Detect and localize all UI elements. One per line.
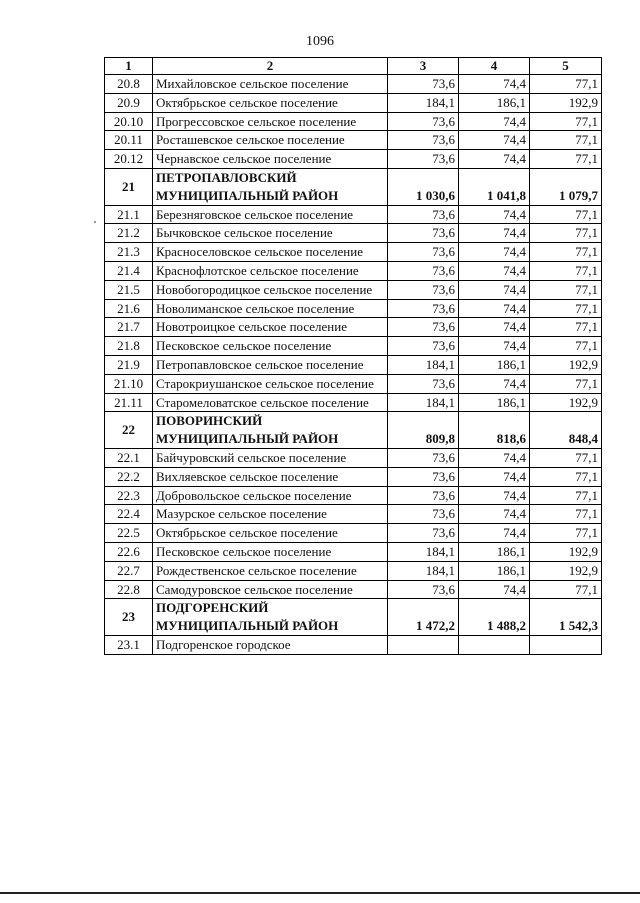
settlement-name: Краснофлотское сельское поселение: [153, 261, 388, 280]
row-number: 22.5: [105, 524, 153, 543]
row-number: 22.7: [105, 561, 153, 580]
table-row: [105, 505, 602, 524]
table-row: [105, 635, 602, 654]
settlement-name: Самодуровское сельское поселение: [153, 580, 388, 599]
table-row: [105, 318, 602, 337]
value-col-5: 77,1: [530, 337, 602, 356]
district-row: [105, 412, 602, 449]
row-number: 21.3: [105, 243, 153, 262]
value-col-4: 74,4: [459, 75, 530, 94]
value-col-3: 184,1: [388, 561, 459, 580]
value-col-5: 77,1: [530, 318, 602, 337]
value-col-3: 1 030,6: [388, 168, 459, 205]
settlement-name: Росташевское сельское поселение: [153, 131, 388, 150]
page-number: 1096: [306, 34, 334, 49]
row-number: 21.11: [105, 393, 153, 412]
value-col-3: 1 472,2: [388, 599, 459, 636]
value-col-3: 73,6: [388, 505, 459, 524]
value-col-5: 77,1: [530, 467, 602, 486]
table-row: [105, 561, 602, 580]
settlement-name: Мазурское сельское поселение: [153, 505, 388, 524]
settlement-name: Октябрьское сельское поселение: [153, 93, 388, 112]
table-row: [105, 150, 602, 169]
settlement-name: Байчуровский сельское поселение: [153, 448, 388, 467]
value-col-3: 73,6: [388, 280, 459, 299]
row-number: 22.4: [105, 505, 153, 524]
table-row: [105, 299, 602, 318]
value-col-4: [459, 635, 530, 654]
value-col-5: 77,1: [530, 243, 602, 262]
row-number: 21.9: [105, 355, 153, 374]
value-col-4: 74,4: [459, 580, 530, 599]
value-col-4: 74,4: [459, 205, 530, 224]
value-col-5: 192,9: [530, 542, 602, 561]
value-col-4: 186,1: [459, 355, 530, 374]
value-col-5: 192,9: [530, 393, 602, 412]
value-col-3: 73,6: [388, 337, 459, 356]
value-col-5: 77,1: [530, 75, 602, 94]
table-row: [105, 580, 602, 599]
value-col-3: 73,6: [388, 205, 459, 224]
value-col-3: [388, 635, 459, 654]
settlement-name: Подгоренское городское: [153, 635, 388, 654]
value-col-5: 848,4: [530, 412, 602, 449]
value-col-4: 74,4: [459, 224, 530, 243]
header-row: [105, 58, 602, 75]
value-col-4: 74,4: [459, 131, 530, 150]
settlement-name: Бычковское сельское поселение: [153, 224, 388, 243]
table-row: [105, 93, 602, 112]
settlement-name: Новолиманское сельское поселение: [153, 299, 388, 318]
table-row: [105, 261, 602, 280]
value-col-5: 77,1: [530, 205, 602, 224]
table-row: [105, 467, 602, 486]
settlement-name: Березняговское сельское поселение: [153, 205, 388, 224]
table-row: [105, 355, 602, 374]
header-cell: 3: [388, 58, 459, 75]
row-number: 21.7: [105, 318, 153, 337]
row-number: 21.4: [105, 261, 153, 280]
row-number: 21.1: [105, 205, 153, 224]
value-col-5: 77,1: [530, 131, 602, 150]
value-col-5: 77,1: [530, 224, 602, 243]
value-col-4: 74,4: [459, 374, 530, 393]
value-col-5: 77,1: [530, 112, 602, 131]
value-col-4: 74,4: [459, 112, 530, 131]
value-col-5: 192,9: [530, 93, 602, 112]
value-col-4: 186,1: [459, 393, 530, 412]
row-number: 21.6: [105, 299, 153, 318]
row-number: 22.2: [105, 467, 153, 486]
value-col-3: 809,8: [388, 412, 459, 449]
settlement-name: ПОДГОРЕНСКИЙ МУНИЦИПАЛЬНЫЙ РАЙОН: [153, 599, 388, 636]
table-row: [105, 486, 602, 505]
value-col-4: 74,4: [459, 299, 530, 318]
row-number: 22.3: [105, 486, 153, 505]
settlement-name: ПОВОРИНСКИЙ МУНИЦИПАЛЬНЫЙ РАЙОН: [153, 412, 388, 449]
value-col-4: 74,4: [459, 505, 530, 524]
table-row: [105, 205, 602, 224]
row-number: 21: [105, 168, 153, 205]
value-col-5: 77,1: [530, 150, 602, 169]
page-edge-rule: [0, 892, 640, 894]
value-col-4: 818,6: [459, 412, 530, 449]
row-number: 20.12: [105, 150, 153, 169]
row-number: 20.10: [105, 112, 153, 131]
table-row: [105, 374, 602, 393]
settlement-name: ПЕТРОПАВЛОВСКИЙ МУНИЦИПАЛЬНЫЙ РАЙОН: [153, 168, 388, 205]
settlement-name: Добровольское сельское поселение: [153, 486, 388, 505]
value-col-4: 186,1: [459, 542, 530, 561]
district-row: [105, 599, 602, 636]
settlement-name: Старомеловатское сельское поселение: [153, 393, 388, 412]
settlement-name: Новобогородицкое сельское поселение: [153, 280, 388, 299]
value-col-4: 74,4: [459, 486, 530, 505]
value-col-4: 74,4: [459, 318, 530, 337]
value-col-3: 73,6: [388, 299, 459, 318]
district-row: [105, 168, 602, 205]
settlement-name: Старокриушанское сельское поселение: [153, 374, 388, 393]
value-col-5: 192,9: [530, 561, 602, 580]
header-cell: 5: [530, 58, 602, 75]
value-col-3: 73,6: [388, 580, 459, 599]
header-cell: 1: [105, 58, 153, 75]
settlement-name: Рождественское сельское поселение: [153, 561, 388, 580]
value-col-4: 1 041,8: [459, 168, 530, 205]
value-col-4: 186,1: [459, 561, 530, 580]
value-col-3: 184,1: [388, 93, 459, 112]
row-number: 23: [105, 599, 153, 636]
table-row: [105, 393, 602, 412]
settlement-name: Песковское сельское поселение: [153, 542, 388, 561]
value-col-4: 74,4: [459, 280, 530, 299]
header-cell: 4: [459, 58, 530, 75]
row-number: 23.1: [105, 635, 153, 654]
value-col-5: 192,9: [530, 355, 602, 374]
value-col-5: 77,1: [530, 261, 602, 280]
settlement-name: Михайловское сельское поселение: [153, 75, 388, 94]
value-col-5: 77,1: [530, 299, 602, 318]
value-col-3: 73,6: [388, 75, 459, 94]
value-col-5: 77,1: [530, 524, 602, 543]
table-row: [105, 131, 602, 150]
value-col-4: 74,4: [459, 243, 530, 262]
row-number: 22.6: [105, 542, 153, 561]
budget-table: [104, 57, 602, 655]
value-col-3: 184,1: [388, 355, 459, 374]
table-row: [105, 243, 602, 262]
value-col-5: 1 079,7: [530, 168, 602, 205]
value-col-4: 74,4: [459, 261, 530, 280]
scan-speck: [94, 221, 96, 223]
value-col-4: 74,4: [459, 337, 530, 356]
value-col-3: 184,1: [388, 542, 459, 561]
table-row: [105, 448, 602, 467]
value-col-3: 73,6: [388, 448, 459, 467]
settlement-name: Новотроицкое сельское поселение: [153, 318, 388, 337]
row-number: 20.11: [105, 131, 153, 150]
value-col-3: 73,6: [388, 467, 459, 486]
settlement-name: Песковское сельское поселение: [153, 337, 388, 356]
value-col-5: 77,1: [530, 280, 602, 299]
value-col-3: 73,6: [388, 150, 459, 169]
settlement-name: Чернавское сельское поселение: [153, 150, 388, 169]
value-col-3: 73,6: [388, 261, 459, 280]
table-row: [105, 224, 602, 243]
value-col-5: 77,1: [530, 505, 602, 524]
table-row: [105, 280, 602, 299]
value-col-3: 73,6: [388, 131, 459, 150]
value-col-4: 74,4: [459, 448, 530, 467]
value-col-3: 73,6: [388, 374, 459, 393]
value-col-4: 1 488,2: [459, 599, 530, 636]
row-number: 20.9: [105, 93, 153, 112]
table-row: [105, 112, 602, 131]
value-col-5: [530, 635, 602, 654]
value-col-3: 73,6: [388, 318, 459, 337]
value-col-3: 73,6: [388, 224, 459, 243]
row-number: 22.1: [105, 448, 153, 467]
value-col-5: 77,1: [530, 580, 602, 599]
value-col-4: 74,4: [459, 467, 530, 486]
row-number: 20.8: [105, 75, 153, 94]
header-cell: 2: [153, 58, 388, 75]
value-col-3: 73,6: [388, 112, 459, 131]
value-col-5: 77,1: [530, 448, 602, 467]
row-number: 21.2: [105, 224, 153, 243]
settlement-name: Октябрьское сельское поселение: [153, 524, 388, 543]
value-col-3: 73,6: [388, 243, 459, 262]
row-number: 22.8: [105, 580, 153, 599]
table-row: [105, 337, 602, 356]
value-col-5: 77,1: [530, 374, 602, 393]
value-col-5: 77,1: [530, 486, 602, 505]
value-col-3: 184,1: [388, 393, 459, 412]
value-col-3: 73,6: [388, 486, 459, 505]
table-row: [105, 75, 602, 94]
value-col-5: 1 542,3: [530, 599, 602, 636]
row-number: 21.8: [105, 337, 153, 356]
value-col-4: 74,4: [459, 524, 530, 543]
table-row: [105, 542, 602, 561]
value-col-3: 73,6: [388, 524, 459, 543]
table-row: [105, 524, 602, 543]
row-number: 22: [105, 412, 153, 449]
row-number: 21.10: [105, 374, 153, 393]
value-col-4: 74,4: [459, 150, 530, 169]
settlement-name: Прогрессовское сельское поселение: [153, 112, 388, 131]
value-col-4: 186,1: [459, 93, 530, 112]
row-number: 21.5: [105, 280, 153, 299]
settlement-name: Вихляевское сельское поселение: [153, 467, 388, 486]
settlement-name: Красноселовское сельское поселение: [153, 243, 388, 262]
settlement-name: Петропавловское сельское поселение: [153, 355, 388, 374]
